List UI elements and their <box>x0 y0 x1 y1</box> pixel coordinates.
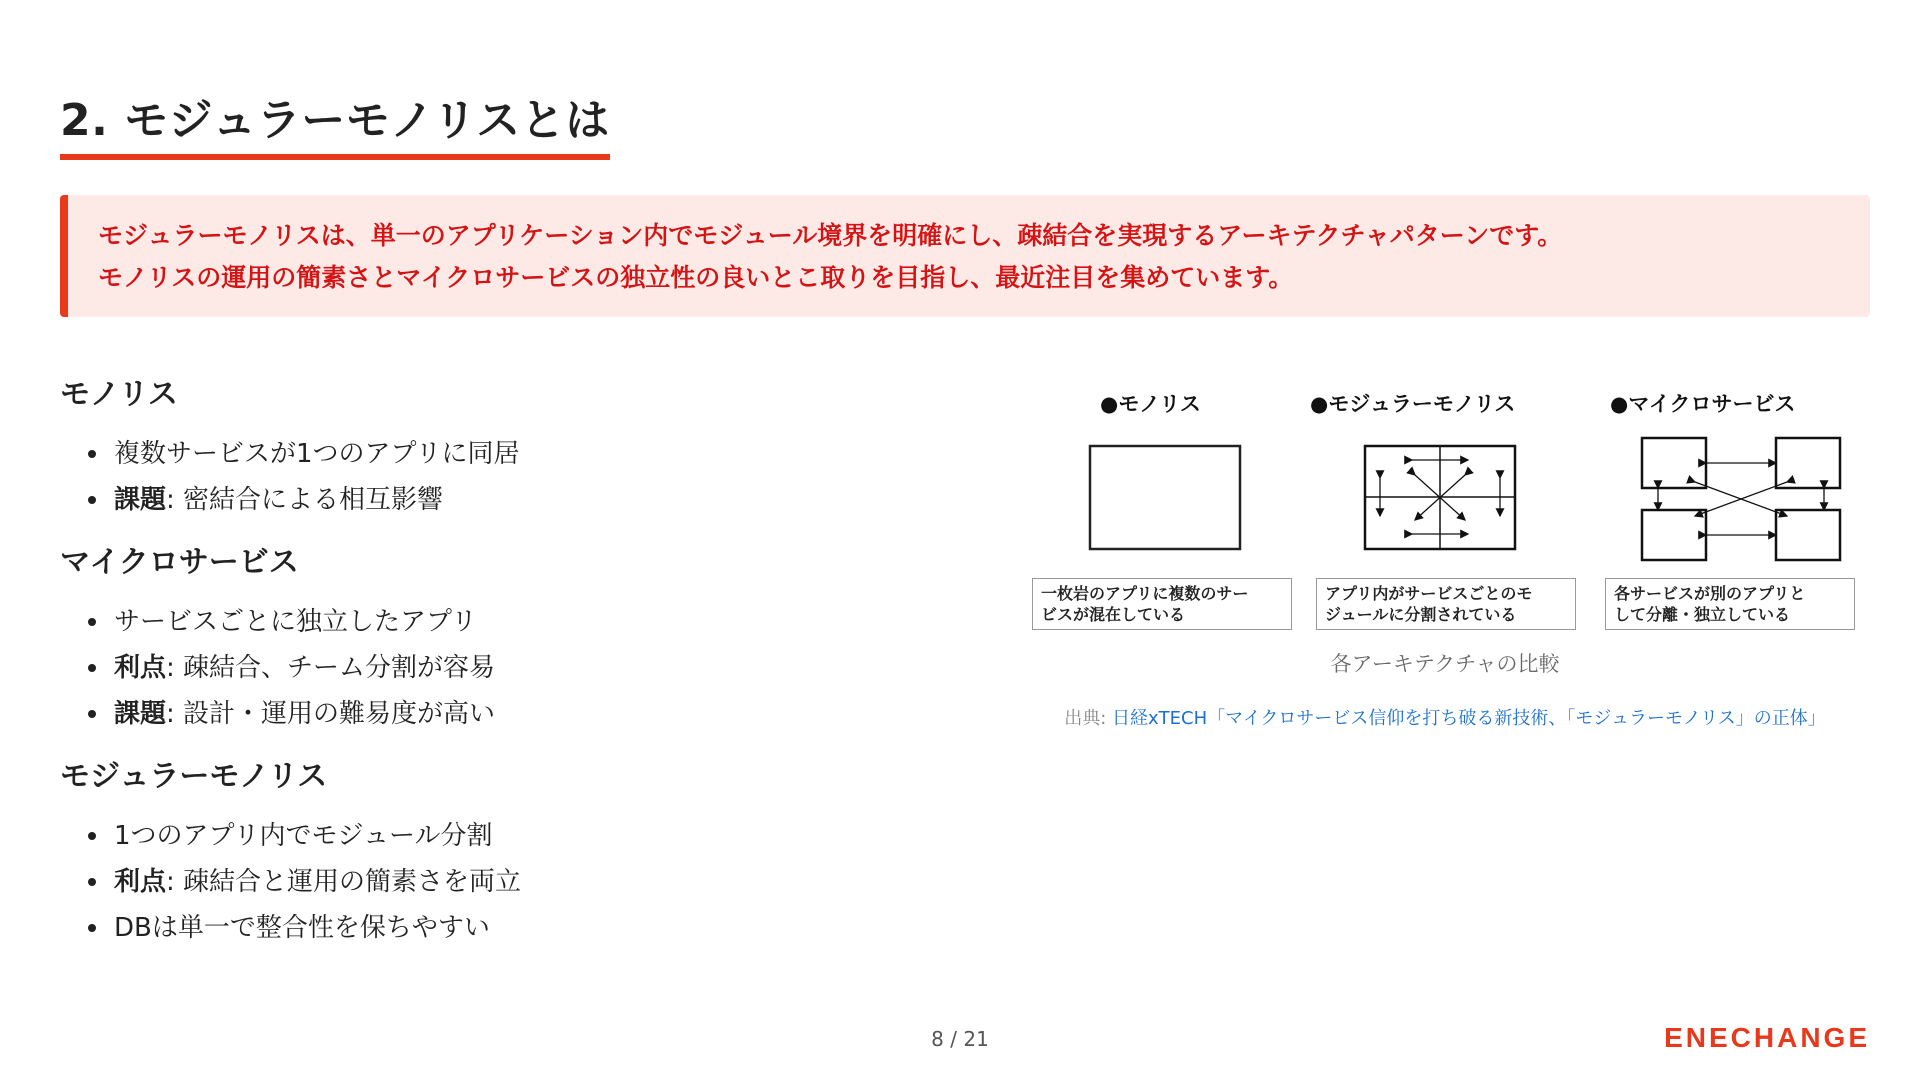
source-link[interactable]: 日経xTECH「マイクロサービス信仰を打ち破る新技術、「モジュラーモノリス」の正体」 <box>1112 708 1826 729</box>
source-label: 出典: <box>1064 708 1112 729</box>
source-citation <box>1030 704 1860 730</box>
slide-title: 2. モジュラーモノリスとは <box>60 84 610 160</box>
diagram-title-modular-monolith: ●モジュラーモノリス <box>1310 392 1516 416</box>
list-item: 利点: 疎結合と運用の簡素さを両立 <box>60 859 960 905</box>
caption-modular-monolith: アプリ内がサービスごとのモ ジュールに分割されている <box>1316 578 1576 630</box>
section-heading-modular-monolith: モジュラーモノリス <box>60 759 328 794</box>
list-item: 課題: 設計・運用の難易度が高い <box>60 691 960 737</box>
callout-line-2: モノリスの運用の簡素さとマイクロサービスの独立性の良いとこ取りを目指し、最近注目を集めています。 <box>98 263 1294 292</box>
caption-microservices: 各サービスが別のアプリと して分離・独立している <box>1605 578 1855 630</box>
list-item: サービスごとに独立したアプリ <box>60 599 960 645</box>
architecture-comparison-figure <box>1030 380 1860 730</box>
microservices-boxes <box>1642 438 1840 560</box>
figure-caption: 各アーキテクチャの比較 <box>1330 652 1560 676</box>
modular-monolith-list <box>60 813 960 951</box>
monolith-list <box>60 431 960 523</box>
section-heading-monolith: モノリス <box>60 377 178 412</box>
architecture-list <box>60 375 960 971</box>
list-item: 利点: 疎結合、チーム分割が容易 <box>60 645 960 691</box>
list-item: 課題: 密結合による相互影響 <box>60 477 960 523</box>
modular-monolith-box <box>1365 446 1515 549</box>
list-item: 1つのアプリ内でモジュール分割 <box>60 813 960 859</box>
architecture-diagrams <box>1030 380 1860 580</box>
microservices-list <box>60 599 960 737</box>
diagram-row <box>1030 380 1860 640</box>
list-item: 複数サービスが1つのアプリに同居 <box>60 431 960 477</box>
page-number: 8 / 21 <box>931 1027 989 1051</box>
caption-monolith: 一枚岩のアプリに複数のサー ビスが混在している <box>1032 578 1292 630</box>
list-item: DBは単一で整合性を保ちやすい <box>60 905 960 951</box>
enechange-logo: ENECHANGE <box>1664 1022 1870 1053</box>
summary-callout <box>60 195 1870 317</box>
diagram-title-microservices: ●マイクロサービス <box>1610 392 1796 416</box>
monolith-box <box>1090 446 1240 549</box>
section-heading-microservices: マイクロサービス <box>60 545 299 580</box>
diagram-title-monolith: ●モノリス <box>1100 392 1201 416</box>
callout-line-1: モジュラーモノリスは、単一のアプリケーション内でモジュール境界を明確にし、疎結合を実現するアーキテクチャパターンです。 <box>98 221 1563 250</box>
